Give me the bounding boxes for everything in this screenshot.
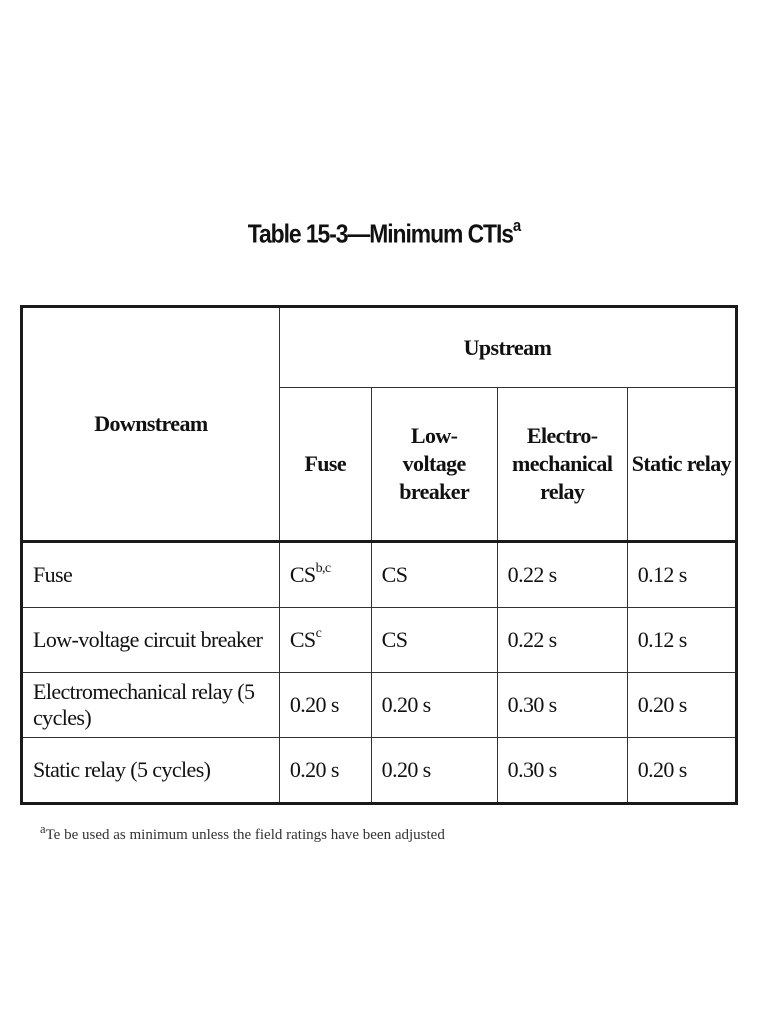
row-label: Low-voltage circuit breaker	[22, 608, 280, 673]
table-cell: 0.22 s	[497, 608, 627, 673]
title-footnote-marker: a	[512, 216, 521, 235]
table-cell: 0.20 s	[279, 738, 371, 804]
table-cell: 0.22 s	[497, 542, 627, 608]
footnote-marker: a	[40, 822, 46, 836]
table-cell	[279, 608, 371, 673]
cell-footnote-marker: b,c	[315, 560, 331, 576]
table-cell: 0.12 s	[627, 542, 736, 608]
cell-value: CS	[289, 627, 316, 652]
cell-value: CS	[289, 562, 316, 587]
table-footnote	[40, 818, 460, 843]
table-row	[22, 608, 737, 673]
downstream-header: Downstream	[22, 307, 280, 542]
table-cell: 0.20 s	[627, 673, 736, 738]
table-cell: 0.30 s	[497, 673, 627, 738]
table-cell: 0.12 s	[627, 608, 736, 673]
table-title-text: Table 15-3—Minimum CTIs	[247, 218, 513, 249]
table-title	[46, 218, 722, 250]
table-cell: 0.20 s	[279, 673, 371, 738]
upstream-header: Upstream	[279, 307, 736, 388]
table-row	[22, 673, 737, 738]
table-cell: 0.20 s	[371, 738, 497, 804]
cti-table	[20, 305, 738, 805]
column-header-static-relay: Static relay	[627, 388, 736, 542]
table-row	[22, 542, 737, 608]
row-label: Fuse	[22, 542, 280, 608]
table-cell	[279, 542, 371, 608]
row-label: Static relay (5 cycles)	[22, 738, 280, 804]
table-cell: CS	[371, 608, 497, 673]
cell-footnote-marker: c	[315, 625, 322, 641]
table-cell: 0.20 s	[371, 673, 497, 738]
column-header-electromechanical-relay: Electro-mechanical relay	[497, 388, 627, 542]
table-cell: 0.30 s	[497, 738, 627, 804]
column-header-low-voltage-breaker: Low-voltage breaker	[371, 388, 497, 542]
row-label: Electromechanical relay (5 cycles)	[22, 673, 280, 738]
table-cell: CS	[371, 542, 497, 608]
table-row	[22, 738, 737, 804]
table-cell: 0.20 s	[627, 738, 736, 804]
column-header-fuse: Fuse	[279, 388, 371, 542]
footnote-text: Te be used as minimum unless the field ratings have been adjusted	[45, 827, 445, 843]
